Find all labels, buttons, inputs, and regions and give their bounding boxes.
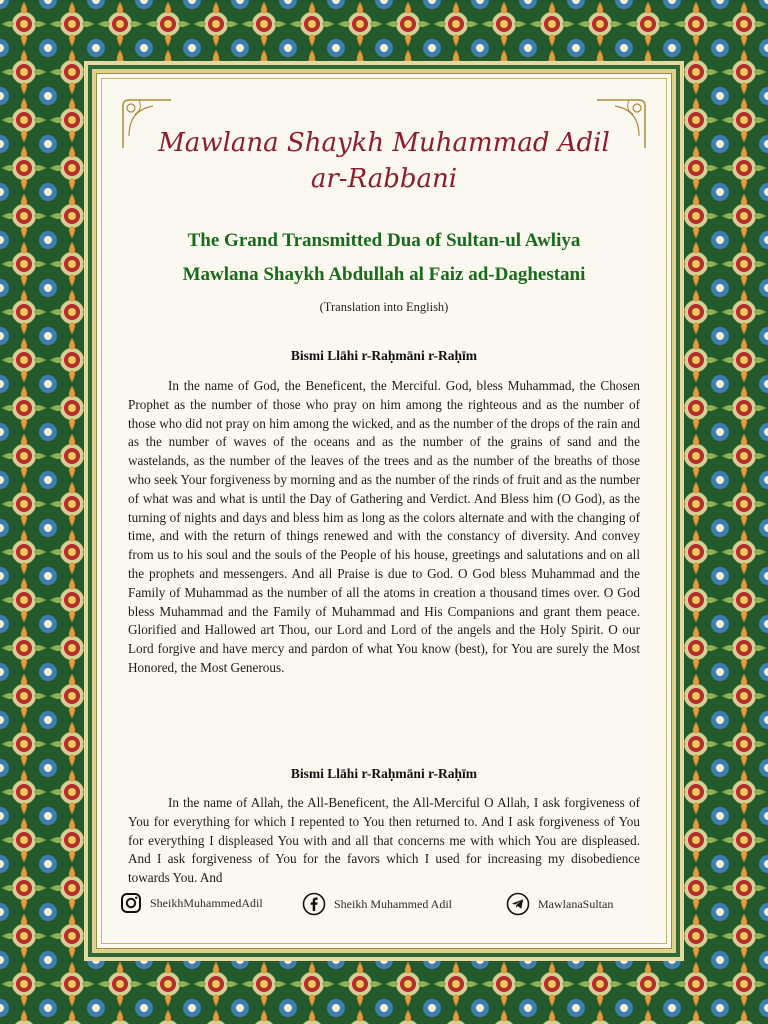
instagram-link[interactable] <box>120 892 263 914</box>
telegram-handle: MawlanaSultan <box>538 896 614 911</box>
section-heading: Bismi Llāhi r-Raḥmāni r-Raḥīm <box>290 348 478 363</box>
content-panel <box>96 73 672 949</box>
instagram-handle: SheikhMuhammedAdil <box>150 895 263 910</box>
telegram-icon <box>506 892 530 916</box>
section-body: In the name of Allah, the All-Beneficent, the All-Merciful O Allah, I ask forgiveness of You for everything for which I repented to You then returned to. And I ask forgiveness of You for everything I displeased You with and all that concerns me with which You are displeased. And I ask forgiveness of You for the favors which I used for increasing my disobedience towards You. And <box>128 795 640 886</box>
section-body: In the name of God, the Beneficent, the Merciful. God, bless Muhammad, the Chosen Prophet as the number of those who pray on him among the righteous and as the number of those who did not pray on him among the wicked, and as the number of the drops of the rain and as the number of waves of the oceans and as the number of the grains of sand and the wastelands, as the number of the leaves of the trees and as the number of the breaths of those who seek Your forgiveness by morning and as the number of the rinds of fruit and as the number of what was and what is until the Day of Gathering and Verdict. And Bless him (O God), as the turning of nights and days and bless him as long as the colors alternate and with the changing of time, and with the return of things renewed and with the constancy of diversity. And convey from us to his soul and the souls of the People of his house, greetings and salutations and on all the prophets and messengers. And all Praise is due to God. O God bless Muhammad and the Family of Muhammad as the number of all the atoms in creation a thousand times over. O God bless Muhammad and the Family of Muhammad and His Companions and grant them peace. Glorified and Hallowed art Thou, our Lord and Lord of the angels and the Holy Spirit. O our Lord forgive and have mercy and pardon of what You know (best), for You are surely the Most Honored, the Most Generous. <box>128 378 640 675</box>
title-line-2: ar-Rabbani <box>310 164 458 194</box>
translation-note: (Translation into English) <box>319 300 449 314</box>
facebook-icon <box>302 892 326 916</box>
title-line-1: Mawlana Shaykh Muhammad Adil <box>158 128 610 158</box>
facebook-link[interactable] <box>302 892 452 916</box>
subtitle-line-1: The Grand Transmitted Dua of Sultan-ul Awliya <box>187 230 581 251</box>
social-footer <box>0 880 768 920</box>
telegram-link[interactable] <box>506 892 613 916</box>
subtitle-line-2: Mawlana Shaykh Abdullah al Faiz ad-Daghestani <box>182 264 586 285</box>
section-heading: Bismi Llāhi r-Raḥmāni r-Raḥīm <box>290 766 478 781</box>
instagram-icon <box>120 892 142 914</box>
facebook-name: Sheikh Muhammed Adil <box>334 896 452 911</box>
